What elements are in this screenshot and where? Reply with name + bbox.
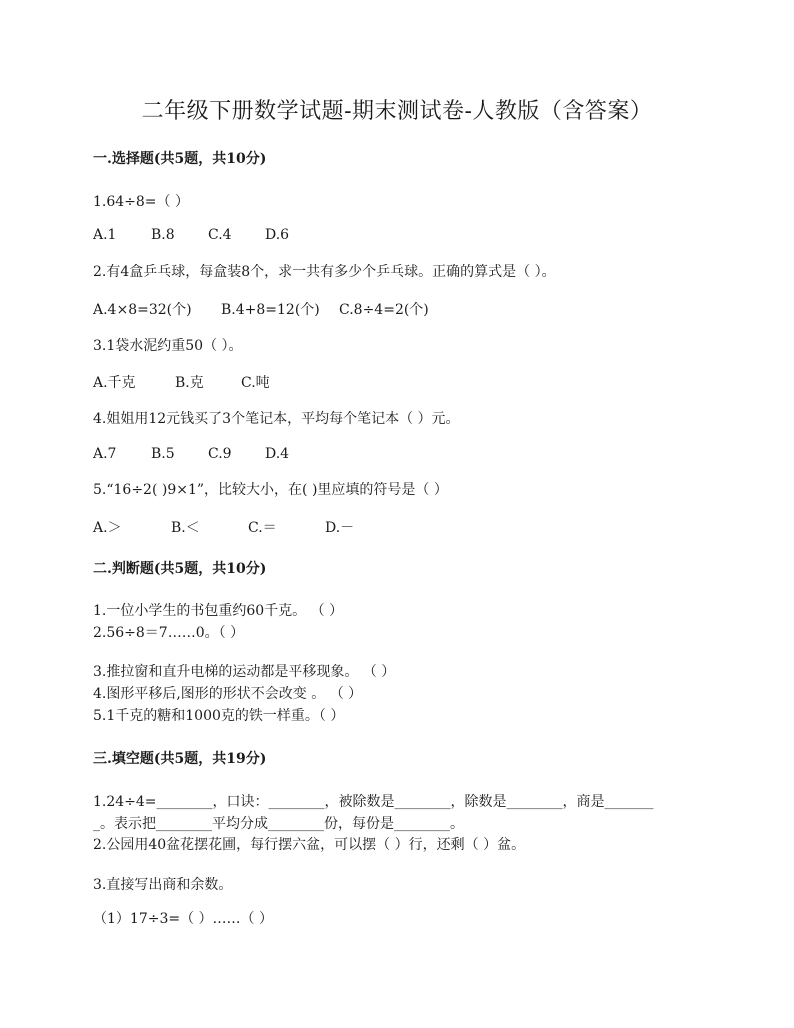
question-2-stem: 2.有4盒乒乓球，每盒装8个，求一共有多少个乒乓球。正确的算式是（ ）。 bbox=[93, 264, 556, 280]
option-b: B.5 bbox=[151, 446, 175, 462]
option-b: B.克 bbox=[175, 375, 204, 391]
fill-question-1-line2: _。表示把________平均分成________份，每份是________。 bbox=[93, 816, 464, 832]
option-d: D.6 bbox=[265, 227, 290, 243]
section-heading-fill-blank: 三.填空题(共5题，共19分) bbox=[93, 751, 267, 767]
question-3-stem: 3.1袋水泥约重50（ ）。 bbox=[93, 338, 243, 354]
question-2-options bbox=[93, 299, 429, 319]
question-3-options bbox=[93, 372, 270, 392]
question-5-options bbox=[93, 517, 354, 537]
option-c: C.4 bbox=[208, 227, 232, 243]
option-c: C.9 bbox=[208, 446, 232, 462]
fill-question-1-line1: 1.24÷4=________，口诀：________，被除数是________，除数是________，商是_______ bbox=[93, 794, 654, 810]
judgement-item-4: 4.图形平移后,图形的形状不会改变 。 （ ） bbox=[93, 686, 363, 702]
section-heading-choice: 一.选择题(共5题，共10分) bbox=[93, 151, 267, 167]
page-title: 二年级下册数学试题-期末测试卷-人教版（含答案） bbox=[141, 99, 653, 124]
option-d: D.－ bbox=[325, 520, 355, 536]
option-a: A.7 bbox=[93, 446, 117, 462]
fill-question-3-sub-1: （1）17÷3=（ ）……（ ） bbox=[93, 911, 273, 927]
fill-question-2: 2.公园用40盆花摆花圃，每行摆六盆，可以摆（ ）行，还剩（ ）盆。 bbox=[93, 837, 526, 853]
question-1-options bbox=[93, 227, 289, 243]
option-b: B.4+8=12(个) bbox=[221, 302, 320, 318]
option-a: A.千克 bbox=[93, 375, 136, 391]
judgement-item-5: 5.1千克的糖和1000克的铁一样重。（ ） bbox=[93, 708, 345, 724]
judgement-item-1: 1.一位小学生的书包重约60千克。 （ ） bbox=[93, 603, 344, 619]
option-c: C.8÷4=2(个) bbox=[339, 302, 429, 318]
question-4-options bbox=[93, 446, 289, 462]
question-5-stem: 5.“16÷2( )9×1”，比较大小，在( )里应填的符号是（ ） bbox=[93, 482, 448, 498]
judgement-item-3: 3.推拉窗和直升电梯的运动都是平移现象。 （ ） bbox=[93, 664, 396, 680]
option-a: A.1 bbox=[93, 227, 117, 243]
section-heading-judgement: 二.判断题(共5题，共10分) bbox=[93, 561, 267, 577]
option-c: C.＝ bbox=[248, 520, 277, 536]
question-1-stem: 1.64÷8=（ ） bbox=[93, 194, 189, 210]
option-d: D.4 bbox=[265, 446, 290, 462]
option-b: B.8 bbox=[151, 227, 175, 243]
fill-question-3: 3.直接写出商和余数。 bbox=[93, 877, 233, 893]
option-a: A.＞ bbox=[93, 520, 122, 536]
judgement-item-2: 2.56÷8＝7……0。（ ） bbox=[93, 625, 245, 641]
option-c: C.吨 bbox=[241, 375, 270, 391]
question-4-stem: 4.姐姐用12元钱买了3个笔记本，平均每个笔记本（ ）元。 bbox=[93, 411, 460, 427]
option-b: B.＜ bbox=[171, 520, 200, 536]
option-a: A.4×8=32(个) bbox=[93, 302, 192, 318]
